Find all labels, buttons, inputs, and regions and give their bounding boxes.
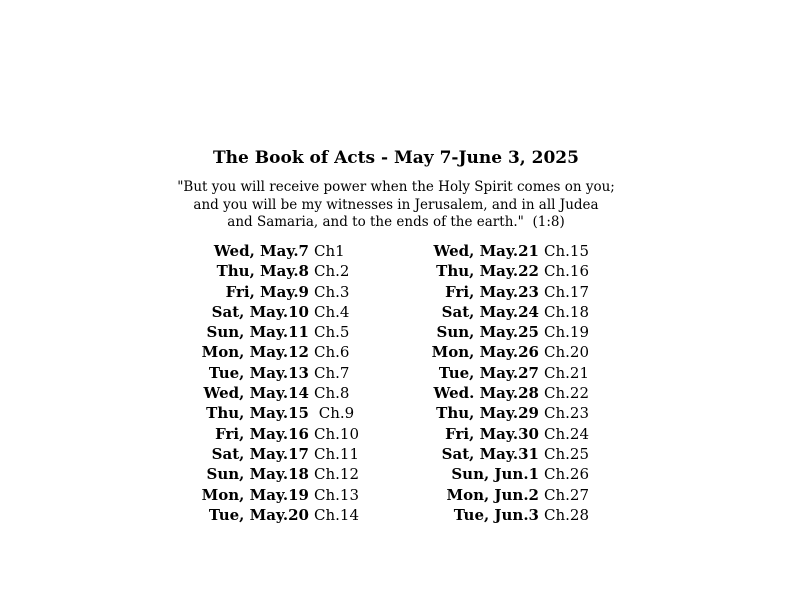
schedule-row <box>150 282 359 302</box>
schedule-row <box>150 505 359 525</box>
schedule-row <box>380 424 589 444</box>
reading-chapter: Ch.10 <box>314 424 359 443</box>
reading-date: Sat, May.10 <box>211 302 309 321</box>
reading-chapter: Ch.23 <box>544 404 589 423</box>
reading-date: Thu, May.8 <box>216 262 309 281</box>
reading-chapter: Ch.28 <box>544 505 589 524</box>
reading-chapter: Ch.13 <box>314 485 359 504</box>
schedule-row <box>150 485 359 505</box>
schedule-row <box>380 485 589 505</box>
schedule-row <box>380 282 589 302</box>
reading-chapter: Ch.18 <box>544 302 589 321</box>
page-title: The Book of Acts - May 7-June 3, 2025 <box>213 148 579 168</box>
reading-date: Thu, May.15 <box>206 404 309 423</box>
schedule-row <box>150 322 359 342</box>
reading-date: Sat, May.24 <box>441 302 539 321</box>
reading-date: Wed, May.14 <box>203 384 309 403</box>
reading-chapter: Ch.15 <box>544 242 589 260</box>
reading-chapter: Ch.4 <box>314 302 350 321</box>
reading-chapter: Ch.22 <box>544 384 589 403</box>
reading-chapter: Ch.20 <box>544 343 589 362</box>
schedule-row <box>380 241 589 261</box>
schedule-row <box>150 383 359 403</box>
reading-chapter: Ch.2 <box>314 262 350 281</box>
reading-chapter: Ch.25 <box>544 444 589 463</box>
reading-chapter: Ch.16 <box>544 262 589 281</box>
schedule-row <box>380 322 589 342</box>
reading-date: Mon, May.26 <box>431 343 539 362</box>
reading-date: Sun, Jun.1 <box>451 465 539 484</box>
reading-chapter: Ch1 <box>314 242 345 260</box>
reading-chapter: Ch.26 <box>544 465 589 484</box>
reading-date: Mon, May.19 <box>201 485 309 504</box>
reading-chapter: Ch.17 <box>544 282 589 301</box>
schedule-row <box>150 403 359 423</box>
reading-date: Wed, May.21 <box>433 242 539 260</box>
reading-date: Thu, May.29 <box>436 404 539 423</box>
reading-chapter: Ch.27 <box>544 485 589 504</box>
reading-date: Tue, Jun.3 <box>453 505 539 524</box>
reading-date: Wed. May.28 <box>433 384 539 403</box>
reading-chapter: Ch.8 <box>314 384 350 403</box>
schedule-row <box>380 444 589 464</box>
reading-date: Fri, May.30 <box>445 424 539 443</box>
reading-date: Fri, May.23 <box>445 282 539 301</box>
schedule-row <box>380 505 589 525</box>
schedule-row <box>150 464 359 484</box>
reading-date: Thu, May.22 <box>436 262 539 281</box>
reading-date: Sat, May.17 <box>211 444 309 463</box>
schedule-row <box>150 261 359 281</box>
schedule-row <box>380 261 589 281</box>
quote-line: and Samaria, and to the ends of the earth." (1:8) <box>227 214 565 230</box>
quote-line: "But you will receive power when the Holy Spirit comes on you; <box>177 179 615 195</box>
schedule-column-left <box>150 241 359 525</box>
reading-date: Sun, May.25 <box>436 323 539 342</box>
reading-chapter: Ch.19 <box>544 323 589 342</box>
quote-line: and you will be my witnesses in Jerusalem, and in all Judea <box>193 196 599 213</box>
reading-date: Mon, May.12 <box>201 343 309 362</box>
schedule-row <box>150 342 359 362</box>
schedule-row <box>150 302 359 322</box>
reading-chapter: Ch.9 <box>314 404 355 423</box>
reading-date: Sun, May.11 <box>206 323 309 342</box>
schedule-row <box>380 403 589 423</box>
schedule-row <box>150 241 359 261</box>
schedule-row <box>150 363 359 383</box>
schedule-column-right <box>380 241 589 525</box>
schedule-row <box>380 302 589 322</box>
reading-date: Sun, May.18 <box>206 465 309 484</box>
schedule-row <box>380 342 589 362</box>
schedule-row <box>380 464 589 484</box>
reading-date: Tue, May.20 <box>208 505 309 524</box>
schedule-row <box>380 383 589 403</box>
reading-date: Tue, May.13 <box>208 363 309 382</box>
reading-chapter: Ch.11 <box>314 444 359 463</box>
reading-chapter: Ch.24 <box>544 424 589 443</box>
reading-chapter: Ch.6 <box>314 343 350 362</box>
reading-date: Wed, May.7 <box>213 242 309 260</box>
reading-chapter: Ch.12 <box>314 465 359 484</box>
reading-chapter: Ch.7 <box>314 363 350 382</box>
reading-date: Sat, May.31 <box>441 444 539 463</box>
reading-chapter: Ch.5 <box>314 323 350 342</box>
reading-date: Fri, May.16 <box>215 424 309 443</box>
schedule-row <box>150 424 359 444</box>
reading-chapter: Ch.21 <box>544 363 589 382</box>
reading-date: Fri, May.9 <box>225 282 309 301</box>
reading-chapter: Ch.3 <box>314 282 350 301</box>
scripture-quote <box>0 179 792 232</box>
reading-chapter: Ch.14 <box>314 505 359 524</box>
reading-date: Tue, May.27 <box>438 363 539 382</box>
reading-date: Mon, Jun.2 <box>446 485 539 504</box>
schedule-row <box>150 444 359 464</box>
schedule-row <box>380 363 589 383</box>
